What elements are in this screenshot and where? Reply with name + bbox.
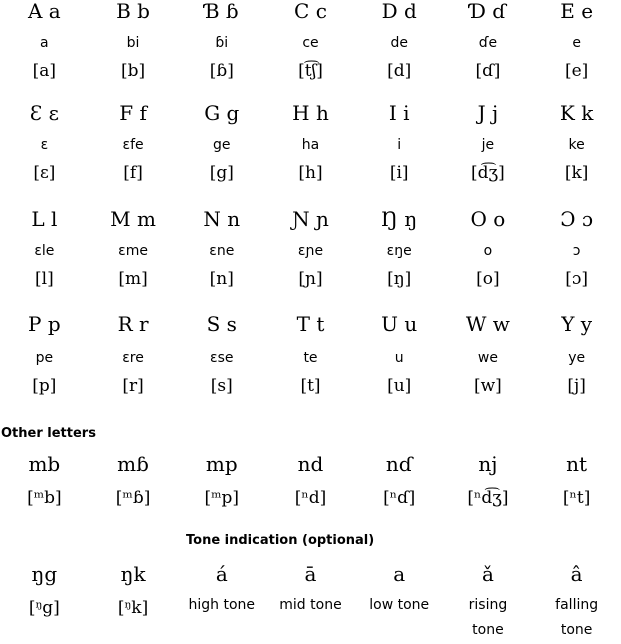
letter-name: ɛɲe <box>297 243 324 259</box>
ipa: [ᵐb] <box>27 488 62 508</box>
alphabet-cell <box>266 100 355 184</box>
ipa: [m] <box>118 269 148 289</box>
ipa: [ɲ] <box>298 269 323 289</box>
letter: E e <box>560 0 594 23</box>
letter: D d <box>381 0 417 23</box>
tone-heading: Tone indication (optional) <box>186 533 375 548</box>
letter-name: pe <box>35 350 54 366</box>
letter-name: o <box>483 243 493 259</box>
letter-name: ha <box>301 137 320 153</box>
ipa: [l] <box>35 269 54 289</box>
tone-description: low tone <box>369 597 430 613</box>
ipa: [g] <box>209 163 234 183</box>
letter: R r <box>117 312 149 336</box>
letter: Ɗ ɗ <box>469 0 506 23</box>
alphabet-cell <box>89 100 178 184</box>
letter: T t <box>296 312 325 336</box>
ipa: [ŋ] <box>387 269 412 289</box>
ipa: [ɔ] <box>565 269 589 289</box>
letter: I i <box>388 101 410 125</box>
letter: L l <box>31 207 58 231</box>
letter: H h <box>292 101 329 125</box>
digraph-cell <box>444 451 533 509</box>
alphabet-cell <box>532 100 621 184</box>
digraph-cell <box>177 451 266 509</box>
ipa: [o] <box>476 269 500 289</box>
tone-mark: a <box>393 562 406 586</box>
alphabet-cell <box>444 0 533 82</box>
digraph: mb <box>28 452 61 476</box>
letter-name: ɛse <box>210 350 234 366</box>
ipa: [p] <box>32 376 57 396</box>
ipa: [b] <box>120 61 146 81</box>
digraph: ŋg <box>31 562 58 586</box>
letter: B b <box>116 0 150 23</box>
ipa: [e] <box>564 61 589 81</box>
alphabet-cell <box>89 311 178 397</box>
letter: C c <box>294 0 327 23</box>
tone-row <box>0 561 621 643</box>
digraph-cell <box>532 451 621 509</box>
digraph-cell <box>355 451 444 509</box>
digraph: ŋk <box>120 562 146 586</box>
tone-description: mid tone <box>279 597 342 613</box>
alphabet-cell <box>0 100 89 184</box>
ipa: [t] <box>300 376 321 396</box>
letter: G g <box>204 101 240 125</box>
ipa: [ɛ] <box>33 163 56 183</box>
letter: O o <box>470 207 506 231</box>
digraph: nd <box>297 452 324 476</box>
alphabet-cell <box>355 311 444 397</box>
ipa: [ⁿt] <box>562 488 591 508</box>
alphabet-cell <box>532 311 621 397</box>
letter-name: ɛre <box>122 350 144 366</box>
tone-cell <box>266 561 355 643</box>
letter-name: ce <box>302 35 319 51</box>
ipa: [h] <box>298 163 323 183</box>
letter: F f <box>119 101 147 125</box>
digraph-cell <box>266 451 355 509</box>
letter: Ɛ ɛ <box>29 101 59 125</box>
ipa: [s] <box>210 376 233 396</box>
other-letters-row <box>0 451 621 509</box>
ipa: [ᵐp] <box>204 488 240 508</box>
digraph-cell <box>0 561 89 643</box>
alphabet-cell <box>89 0 178 82</box>
digraph-cell <box>89 451 178 509</box>
alphabet-row-3 <box>0 206 621 290</box>
other-letters-heading: Other letters <box>1 426 96 441</box>
ipa: [n] <box>209 269 234 289</box>
letter-name: ɛŋe <box>386 243 412 259</box>
alphabet-cell <box>0 311 89 397</box>
letter-name: ɗe <box>478 35 498 51</box>
tone-cell <box>444 561 533 643</box>
letter-name: je <box>481 137 495 153</box>
tone-description: rising tone <box>468 597 508 638</box>
letter: S s <box>206 312 237 336</box>
tone-cell <box>177 561 266 643</box>
letter-name: ge <box>213 137 231 153</box>
digraph: nɗ <box>385 452 413 476</box>
letter-name: ke <box>568 137 585 153</box>
letter-name: we <box>477 350 498 366</box>
letter-name: te <box>303 350 318 366</box>
ipa: [ᵑg] <box>28 598 60 618</box>
ipa: [w] <box>474 376 502 396</box>
letter: K k <box>559 101 594 125</box>
letter: Ɔ ɔ <box>560 207 594 231</box>
letter-name: ɛle <box>34 243 55 259</box>
letter-name: ɛ <box>40 137 49 153</box>
alphabet-cell <box>444 206 533 290</box>
tone-mark: á <box>215 562 228 586</box>
letter-name: ɔ <box>572 243 581 259</box>
letter-name: e <box>572 35 581 51</box>
tone-mark: ā <box>304 562 317 586</box>
digraph: nt <box>566 452 588 476</box>
ipa: [ɗ] <box>475 61 501 81</box>
alphabet-cell <box>532 0 621 82</box>
alphabet-cell <box>177 206 266 290</box>
ipa: [ⁿd͡ʒ] <box>467 488 509 508</box>
letter-name: u <box>394 350 404 366</box>
tone-cell <box>355 561 444 643</box>
letter: W w <box>465 312 510 336</box>
ipa: [ⁿɗ] <box>383 488 416 508</box>
alphabet-cell <box>355 0 444 82</box>
alphabet-cell <box>444 311 533 397</box>
alphabet-cell <box>0 206 89 290</box>
letter-name: ye <box>568 350 586 366</box>
letter-name: de <box>390 35 408 51</box>
tone-description: falling tone <box>555 597 599 638</box>
ipa: [k] <box>564 163 589 183</box>
letter: Ɓ ɓ <box>204 0 239 23</box>
digraph: mɓ <box>117 452 149 476</box>
ipa: [ᵑk] <box>117 598 149 618</box>
alphabet-row-1 <box>0 0 621 82</box>
ipa: [ⁿd] <box>294 488 327 508</box>
alphabet-cell <box>177 100 266 184</box>
alphabet-cell <box>355 100 444 184</box>
digraph-cell <box>89 561 178 643</box>
tone-cell <box>532 561 621 643</box>
ipa: [ᵐɓ] <box>115 488 151 508</box>
letter: U u <box>381 312 418 336</box>
ipa: [d͡ʒ] <box>471 163 505 183</box>
alphabet-cell <box>266 311 355 397</box>
ipa: [u] <box>387 376 412 396</box>
alphabet-cell <box>177 0 266 82</box>
letter: A a <box>27 0 61 23</box>
alphabet-cell <box>0 0 89 82</box>
alphabet-cell <box>532 206 621 290</box>
letter-name: ɛne <box>209 243 235 259</box>
digraph-cell <box>0 451 89 509</box>
alphabet-row-4 <box>0 311 621 397</box>
ipa: [f] <box>123 163 143 183</box>
tone-description: high tone <box>188 597 256 613</box>
letter: Y y <box>561 312 593 336</box>
alphabet-cell <box>266 0 355 82</box>
digraph: mp <box>205 452 238 476</box>
alphabet-cell <box>355 206 444 290</box>
letter: N n <box>203 207 241 231</box>
letter-name: a <box>40 35 49 51</box>
letter-name: i <box>397 137 402 153</box>
alphabet-row-2 <box>0 100 621 184</box>
letter-name: ɓi <box>215 35 229 51</box>
ipa: [t͡ʃ] <box>298 61 323 81</box>
ipa: [a] <box>32 61 57 81</box>
digraph: nj <box>478 452 498 476</box>
letter-name: ɛme <box>118 243 148 259</box>
ipa: [j] <box>567 376 586 396</box>
alphabet-cell <box>89 206 178 290</box>
alphabet-cell <box>177 311 266 397</box>
letter: P p <box>28 312 61 336</box>
letter: Ɲ ɲ <box>292 207 329 231</box>
ipa: [i] <box>389 163 409 183</box>
letter-name: bi <box>126 35 140 51</box>
alphabet-cell <box>444 100 533 184</box>
letter: M m <box>110 207 156 231</box>
tone-mark: â <box>570 562 583 586</box>
letter: J j <box>477 101 499 125</box>
alphabet-cell <box>266 206 355 290</box>
ipa: [d] <box>387 61 412 81</box>
letter: Ŋ ŋ <box>381 207 418 231</box>
ipa: [r] <box>122 376 144 396</box>
tone-mark: ǎ <box>481 562 494 586</box>
ipa: [ɓ] <box>209 61 234 81</box>
letter-name: ɛfe <box>122 137 144 153</box>
